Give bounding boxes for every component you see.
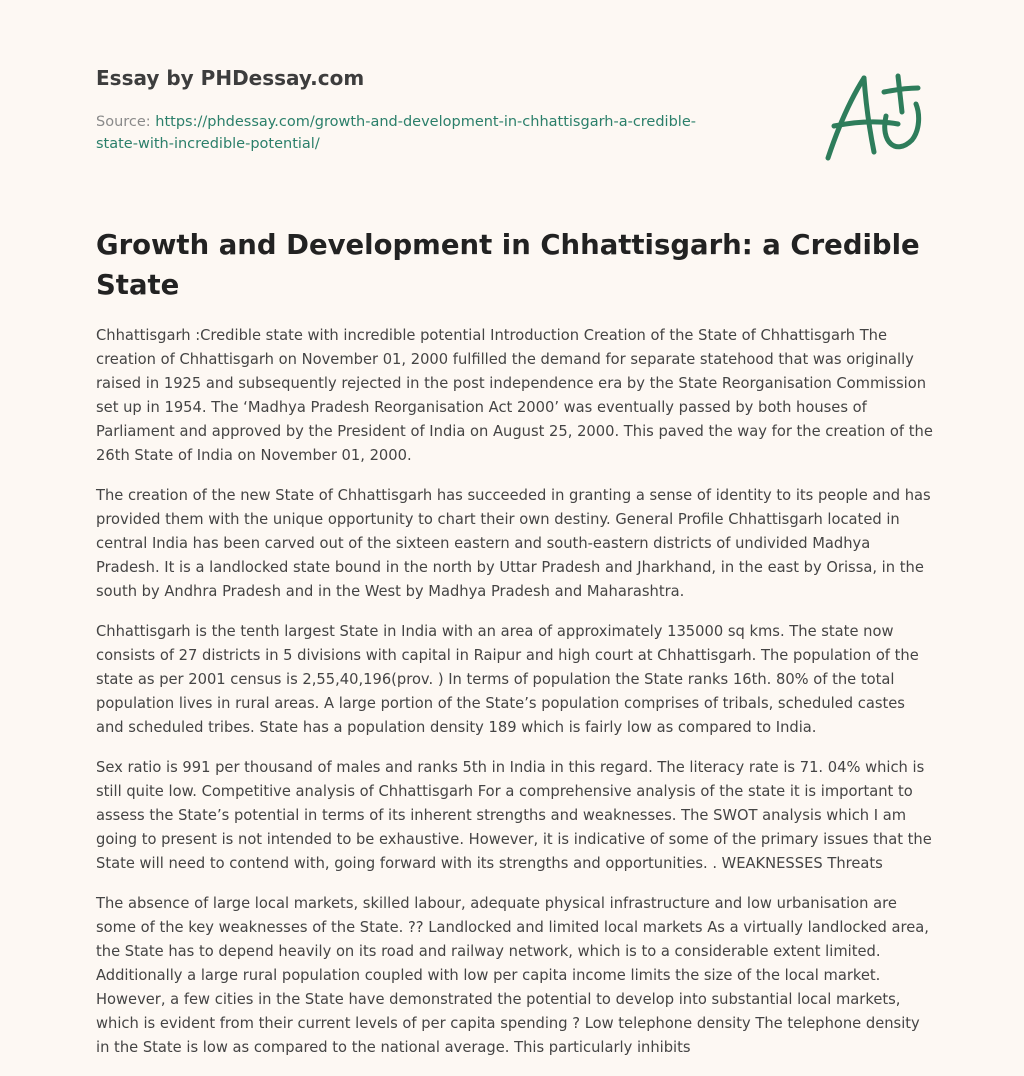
essay-paragraph: Chhattisgarh is the tenth largest State in India with an area of approximately 135000 sq kms. The state now consists of 27 districts in 5 divisions with capital in Raipur and high court at Chhattisgarh. The population of the state as per 2001 census is 2,55,40,196(prov. ) In terms of population the State ranks 16th. 80% of the total population lives in rural areas. A large portion of the State’s population comprises of tribals, scheduled castes and scheduled tribes. State has a population density 189 which is fairly low as compared to India.	[96, 623, 919, 736]
source-label: Source:	[96, 114, 156, 130]
essay-paragraph: Sex ratio is 991 per thousand of males and ranks 5th in India in this regard. The literacy rate is 71. 04% which is still quite low. Competitive analysis of Chhattisgarh For a comprehensive analysis of the state it is important to assess the State’s potential in terms of its inherent strengths and weaknesses. The SWOT analysis which I am going to present is not intended to be exhaustive. However, it is indicative of some of the primary issues that the State will need to contend with, going forward with its strengths and opportunities. . WEAKNESSES Threats	[96, 759, 932, 872]
a-plus-grade-icon	[820, 66, 932, 166]
source-link[interactable]: https://phdessay.com/growth-and-development-in-chhattisgarh-a-credible-state-with-incredible-potential/	[96, 114, 696, 152]
source-line	[96, 111, 736, 155]
essay-body	[96, 324, 934, 1076]
essay-paragraph: The absence of large local markets, skilled labour, adequate physical infrastructure and low urbanisation are some of the key weaknesses of the State. ?? Landlocked and limited local markets As a virtually landlocked area, the State has to depend heavily on its road and railway network, which is to a considerable extent limited. Additionally a large rural population coupled with low per capita income limits the size of the local market. However, a few cities in the State have demonstrated the potential to develop into substantial local markets, which is evident from their current levels of per capita spending ? Low telephone density The telephone density in the State is low as compared to the national average. This particularly inhibits	[96, 895, 929, 1056]
site-title: Essay by PHDessay.com	[96, 66, 365, 90]
essay-title: Growth and Development in Chhattisgarh: a Credible State	[96, 229, 920, 301]
essay-paragraph: Chhattisgarh :Credible state with incredible potential Introduction Creation of the State of Chhattisgarh The creation of Chhattisgarh on November 01, 2000 fulfilled the demand for separate statehood that was originally raised in 1925 and subsequently rejected in the post independence era by the State Reorganisation Commission set up in 1954. The ‘Madhya Pradesh Reorganisation Act 2000’ was eventually passed by both houses of Parliament and approved by the President of India on August 25, 2000. This paved the way for the creation of the 26th State of India on November 01, 2000.	[96, 327, 933, 464]
essay-paragraph: The creation of the new State of Chhattisgarh has succeeded in granting a sense of identity to its people and has provided them with the unique opportunity to chart their own destiny. General Profile Chhattisgarh located in central India has been carved out of the sixteen eastern and south-eastern districts of undivided Madhya Pradesh. It is a landlocked state bound in the north by Uttar Pradesh and Jharkhand, in the east by Orissa, in the south by Andhra Pradesh and in the West by Madhya Pradesh and Maharashtra.	[96, 487, 931, 600]
